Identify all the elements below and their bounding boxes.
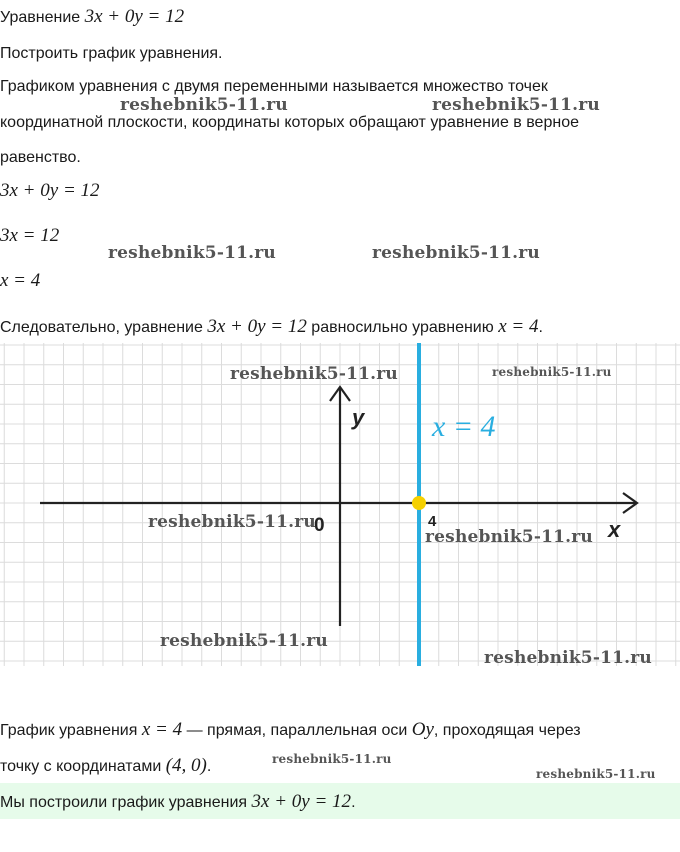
watermark: reshebnik5-11.ru — [536, 767, 656, 781]
explanation-line-1 — [0, 720, 581, 741]
conclusion-suffix: . — [538, 319, 543, 336]
coordinate-graph — [0, 343, 680, 666]
explanation-line-2 — [0, 756, 211, 777]
watermark: reshebnik5-11.ru — [108, 243, 276, 263]
intersection-point — [412, 496, 426, 510]
watermark: reshebnik5-11.ru — [372, 243, 540, 263]
watermark: reshebnik5-11.ru — [272, 752, 392, 766]
explanation-middle: — прямая, параллельная оси — [186, 722, 408, 739]
conclusion-eq-2: x = 4 — [498, 316, 539, 337]
step-2: 3x = 12 — [0, 225, 60, 246]
watermark: reshebnik5-11.ru — [160, 631, 328, 651]
watermark: reshebnik5-11.ru — [230, 364, 398, 384]
watermark: reshebnik5-11.ru — [148, 512, 316, 532]
origin-label: 0 — [314, 515, 325, 536]
result-eq: 3x + 0y = 12 — [251, 791, 352, 812]
definition-line-2: координатной плоскости, координаты которых обращают уравнение в верное — [0, 114, 579, 131]
conclusion-middle: равносильно уравнению — [311, 319, 494, 336]
watermark: reshebnik5-11.ru — [425, 527, 593, 547]
result-box — [0, 783, 680, 819]
explanation-prefix: График уравнения — [0, 722, 138, 739]
watermark: reshebnik5-11.ru — [120, 95, 288, 115]
watermark: reshebnik5-11.ru — [432, 95, 600, 115]
definition-line-1: Графиком уравнения с двумя переменными называется множество точек — [0, 78, 548, 95]
explanation-suffix: , проходящая через — [433, 722, 581, 739]
task-text: Построить график уравнения. — [0, 45, 223, 62]
explanation-line2-suffix: . — [206, 758, 212, 775]
watermark: reshebnik5-11.ru — [484, 648, 652, 668]
explanation-eq: x = 4 — [141, 719, 183, 740]
conclusion — [0, 317, 543, 338]
conclusion-prefix: Следовательно, уравнение — [0, 319, 203, 336]
line-label: x = 4 — [432, 410, 496, 443]
x-axis-label: x — [608, 517, 621, 542]
watermark: reshebnik5-11.ru — [492, 365, 612, 379]
definition-line-3: равенство. — [0, 149, 81, 166]
step-1: 3x + 0y = 12 — [0, 180, 100, 201]
result-prefix: Мы построили график уравнения — [0, 794, 248, 811]
heading-equation: 3x + 0y = 12 — [84, 6, 185, 27]
heading — [0, 7, 184, 28]
result-suffix: . — [351, 794, 356, 811]
y-axis-label: y — [352, 405, 365, 430]
tick-label-4: 4 — [428, 513, 437, 530]
step-3: x = 4 — [0, 270, 41, 291]
heading-prefix: Уравнение — [0, 9, 81, 26]
explanation-line2-prefix: точку с координатами — [0, 758, 162, 775]
result-text — [0, 791, 356, 813]
explanation-point: (4, 0) — [165, 755, 207, 776]
conclusion-eq-1: 3x + 0y = 12 — [207, 316, 307, 337]
explanation-axis: Oy — [411, 719, 434, 740]
